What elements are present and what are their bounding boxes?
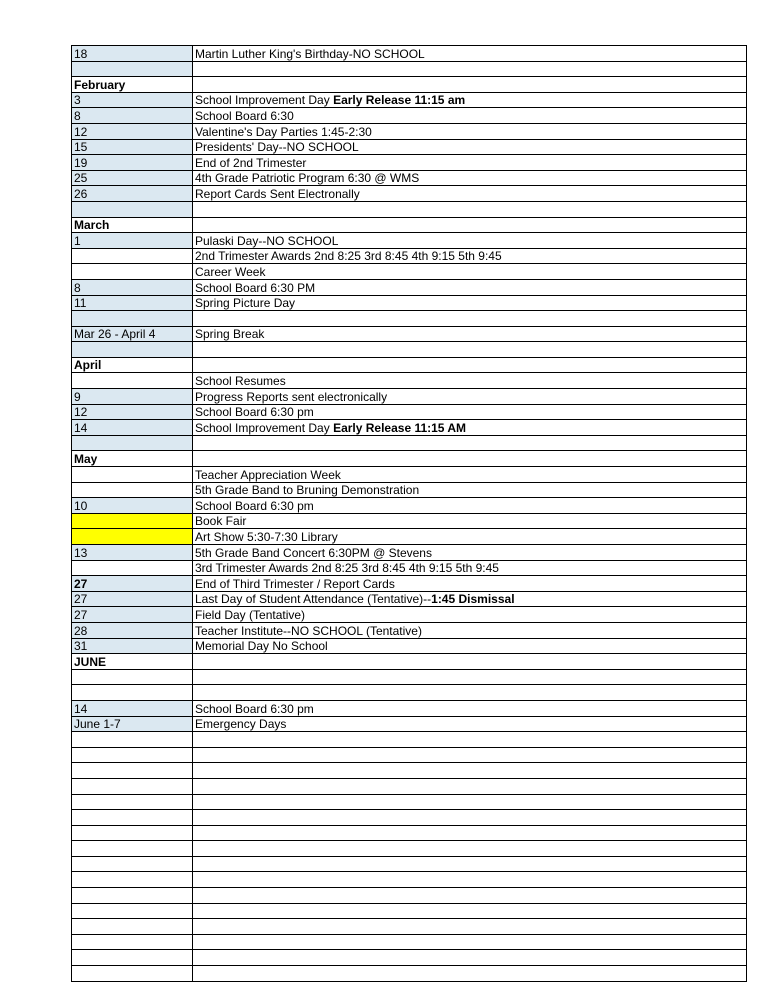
event-cell — [193, 264, 747, 280]
date-cell — [72, 778, 193, 794]
calendar-row — [72, 545, 747, 561]
event-cell — [193, 295, 747, 311]
event-text: Presidents' Day--NO SCHOOL — [195, 140, 359, 155]
date-cell — [72, 560, 193, 576]
date-cell — [72, 435, 193, 451]
date-cell — [72, 810, 193, 826]
calendar-row — [72, 264, 747, 280]
event-cell — [193, 217, 747, 233]
calendar-row — [72, 810, 747, 826]
event-text: Career Week — [195, 264, 266, 279]
event-bold-text: 1:45 Dismissal — [431, 592, 515, 607]
calendar-row — [72, 373, 747, 389]
event-cell — [193, 576, 747, 592]
event-cell — [193, 700, 747, 716]
event-cell — [193, 92, 747, 108]
event-text: Spring Picture Day — [195, 296, 296, 311]
event-cell — [193, 326, 747, 342]
date-cell: 8 — [72, 108, 193, 124]
event-cell — [193, 560, 747, 576]
event-cell — [193, 513, 747, 529]
event-cell — [193, 467, 747, 483]
event-cell — [193, 139, 747, 155]
calendar-row — [72, 451, 747, 467]
date-cell — [72, 872, 193, 888]
date-cell: 1 — [72, 233, 193, 249]
date-cell: 27 — [72, 607, 193, 623]
date-cell: 25 — [72, 170, 193, 186]
calendar-row — [72, 794, 747, 810]
school-calendar-table — [71, 45, 747, 982]
calendar-row — [72, 919, 747, 935]
event-cell — [193, 498, 747, 514]
event-text: Last Day of Student Attendance (Tentative)-- — [195, 592, 432, 607]
date-cell: 26 — [72, 186, 193, 202]
calendar-row — [72, 654, 747, 670]
date-cell: JUNE — [72, 654, 193, 670]
event-cell — [193, 591, 747, 607]
event-cell — [193, 747, 747, 763]
event-cell — [193, 638, 747, 654]
calendar-row — [72, 841, 747, 857]
event-text: Valentine's Day Parties 1:45-2:30 — [195, 124, 372, 139]
date-cell: 31 — [72, 638, 193, 654]
event-cell — [193, 841, 747, 857]
date-cell — [72, 373, 193, 389]
event-text: School Improvement Day — [195, 93, 334, 108]
event-text: School Board 6:30 pm — [195, 498, 314, 513]
calendar-row — [72, 747, 747, 763]
event-text: Book Fair — [195, 514, 247, 529]
calendar-row — [72, 311, 747, 327]
date-cell: Mar 26 - April 4 — [72, 326, 193, 342]
event-cell — [193, 872, 747, 888]
event-cell — [193, 716, 747, 732]
event-cell — [193, 810, 747, 826]
date-cell: 18 — [72, 46, 193, 62]
date-cell — [72, 888, 193, 904]
date-cell: 13 — [72, 545, 193, 561]
date-cell — [72, 264, 193, 280]
date-cell — [72, 825, 193, 841]
date-cell: 27 — [72, 576, 193, 592]
event-cell — [193, 794, 747, 810]
calendar-row — [72, 903, 747, 919]
calendar-row — [72, 856, 747, 872]
calendar-row — [72, 248, 747, 264]
calendar-row — [72, 279, 747, 295]
event-cell — [193, 123, 747, 139]
event-text: Martin Luther King's Birthday-NO SCHOOL — [195, 46, 425, 61]
event-text: Field Day (Tentative) — [195, 607, 306, 622]
date-cell: 8 — [72, 279, 193, 295]
date-cell: March — [72, 217, 193, 233]
event-cell — [193, 435, 747, 451]
calendar-row — [72, 638, 747, 654]
event-cell — [193, 77, 747, 93]
event-text: 2nd Trimester Awards 2nd 8:25 3rd 8:45 4th 9:15 5th 9:45 — [195, 249, 502, 264]
event-text: Spring Break — [195, 327, 265, 342]
calendar-row — [72, 763, 747, 779]
calendar-row — [72, 404, 747, 420]
date-cell — [72, 248, 193, 264]
calendar-row — [72, 560, 747, 576]
date-cell — [72, 919, 193, 935]
date-cell: 10 — [72, 498, 193, 514]
event-cell — [193, 373, 747, 389]
event-text: Progress Reports sent electronically — [195, 389, 388, 404]
date-cell — [72, 482, 193, 498]
event-cell — [193, 545, 747, 561]
calendar-row — [72, 482, 747, 498]
calendar-row — [72, 950, 747, 966]
calendar-row — [72, 716, 747, 732]
event-cell — [193, 357, 747, 373]
event-cell — [193, 108, 747, 124]
date-cell: 12 — [72, 123, 193, 139]
event-cell — [193, 389, 747, 405]
event-cell — [193, 934, 747, 950]
event-cell — [193, 233, 747, 249]
event-cell — [193, 966, 747, 982]
event-text: End of 2nd Trimester — [195, 155, 307, 170]
event-cell — [193, 46, 747, 62]
date-cell: 12 — [72, 404, 193, 420]
date-cell — [72, 841, 193, 857]
event-text: School Board 6:30 pm — [195, 701, 314, 716]
calendar-row — [72, 155, 747, 171]
event-cell — [193, 420, 747, 436]
calendar-row — [72, 888, 747, 904]
event-text: 3rd Trimester Awards 2nd 8:25 3rd 8:45 4th 9:15 5th 9:45 — [195, 561, 499, 576]
calendar-row — [72, 342, 747, 358]
event-cell — [193, 482, 747, 498]
event-text: Emergency Days — [195, 717, 287, 732]
calendar-row — [72, 295, 747, 311]
event-bold-text: Early Release 11:15 AM — [333, 420, 467, 435]
event-text: Art Show 5:30-7:30 Library — [195, 530, 338, 544]
date-cell — [72, 513, 193, 529]
calendar-row — [72, 700, 747, 716]
event-text: 5th Grade Band Concert 6:30PM @ Stevens — [195, 545, 432, 560]
calendar-row — [72, 872, 747, 888]
date-cell — [72, 669, 193, 685]
date-cell: 15 — [72, 139, 193, 155]
event-cell — [193, 529, 747, 545]
event-cell — [193, 61, 747, 77]
date-cell: 9 — [72, 389, 193, 405]
event-cell — [193, 654, 747, 670]
calendar-row — [72, 77, 747, 93]
calendar-row — [72, 61, 747, 77]
date-cell — [72, 467, 193, 483]
event-cell — [193, 311, 747, 327]
calendar-row — [72, 420, 747, 436]
event-cell — [193, 607, 747, 623]
event-cell — [193, 404, 747, 420]
event-cell — [193, 186, 747, 202]
event-text: Teacher Institute--NO SCHOOL (Tentative) — [195, 623, 422, 638]
event-cell — [193, 155, 747, 171]
calendar-row — [72, 591, 747, 607]
event-text: School Improvement Day — [195, 420, 334, 435]
event-text: School Board 6:30 pm — [195, 405, 314, 420]
calendar-row — [72, 46, 747, 62]
date-cell: 11 — [72, 295, 193, 311]
calendar-row — [72, 92, 747, 108]
event-cell — [193, 763, 747, 779]
calendar-row — [72, 326, 747, 342]
calendar-row — [72, 498, 747, 514]
calendar-row — [72, 934, 747, 950]
calendar-row — [72, 217, 747, 233]
calendar-row — [72, 186, 747, 202]
event-cell — [193, 825, 747, 841]
event-cell — [193, 622, 747, 638]
date-cell: February — [72, 77, 193, 93]
event-text: End of Third Trimester / Report Cards — [195, 576, 395, 591]
calendar-row — [72, 622, 747, 638]
event-text: Pulaski Day--NO SCHOOL — [195, 233, 339, 248]
event-text: Memorial Day No School — [195, 639, 328, 654]
calendar-row — [72, 685, 747, 701]
calendar-row — [72, 529, 747, 545]
calendar-row — [72, 389, 747, 405]
event-cell — [193, 888, 747, 904]
date-cell: May — [72, 451, 193, 467]
date-cell — [72, 763, 193, 779]
date-cell — [72, 747, 193, 763]
calendar-row — [72, 825, 747, 841]
date-cell — [72, 685, 193, 701]
event-cell — [193, 950, 747, 966]
event-text: School Resumes — [195, 374, 286, 389]
event-cell — [193, 279, 747, 295]
event-cell — [193, 451, 747, 467]
date-cell: 28 — [72, 622, 193, 638]
date-cell: June 1-7 — [72, 716, 193, 732]
calendar-row — [72, 607, 747, 623]
event-cell — [193, 856, 747, 872]
calendar-row — [72, 576, 747, 592]
date-cell — [72, 201, 193, 217]
calendar-row — [72, 467, 747, 483]
event-cell — [193, 685, 747, 701]
calendar-row — [72, 357, 747, 373]
date-cell: April — [72, 357, 193, 373]
event-cell — [193, 201, 747, 217]
calendar-body — [72, 46, 747, 982]
calendar-row — [72, 201, 747, 217]
date-cell — [72, 61, 193, 77]
calendar-row — [72, 108, 747, 124]
date-cell — [72, 950, 193, 966]
date-cell — [72, 966, 193, 982]
date-cell — [72, 934, 193, 950]
calendar-row — [72, 778, 747, 794]
date-cell: 3 — [72, 92, 193, 108]
event-text: 5th Grade Band to Bruning Demonstration — [195, 483, 420, 498]
calendar-row — [72, 732, 747, 748]
calendar-row — [72, 669, 747, 685]
date-cell — [72, 903, 193, 919]
date-cell — [72, 311, 193, 327]
event-cell — [193, 669, 747, 685]
event-cell — [193, 903, 747, 919]
calendar-row — [72, 233, 747, 249]
date-cell: 27 — [72, 591, 193, 607]
calendar-row — [72, 513, 747, 529]
event-cell — [193, 170, 747, 186]
calendar-row — [72, 966, 747, 982]
date-cell — [72, 342, 193, 358]
event-text: Teacher Appreciation Week — [195, 467, 341, 482]
event-cell — [193, 732, 747, 748]
date-cell: 14 — [72, 420, 193, 436]
event-text: School Board 6:30 PM — [195, 280, 316, 295]
date-cell: 14 — [72, 700, 193, 716]
event-cell — [193, 342, 747, 358]
event-text: 4th Grade Patriotic Program 6:30 @ WMS — [195, 171, 420, 186]
date-cell: 19 — [72, 155, 193, 171]
event-cell — [193, 919, 747, 935]
calendar-row — [72, 435, 747, 451]
calendar-row — [72, 139, 747, 155]
calendar-row — [72, 123, 747, 139]
event-bold-text: Early Release 11:15 am — [333, 93, 466, 108]
date-cell — [72, 732, 193, 748]
event-cell — [193, 248, 747, 264]
event-text: Report Cards Sent Electronally — [195, 186, 360, 201]
event-cell — [193, 778, 747, 794]
date-cell — [72, 529, 193, 545]
date-cell — [72, 794, 193, 810]
calendar-row — [72, 170, 747, 186]
event-text: School Board 6:30 — [195, 108, 294, 123]
date-cell — [72, 856, 193, 872]
